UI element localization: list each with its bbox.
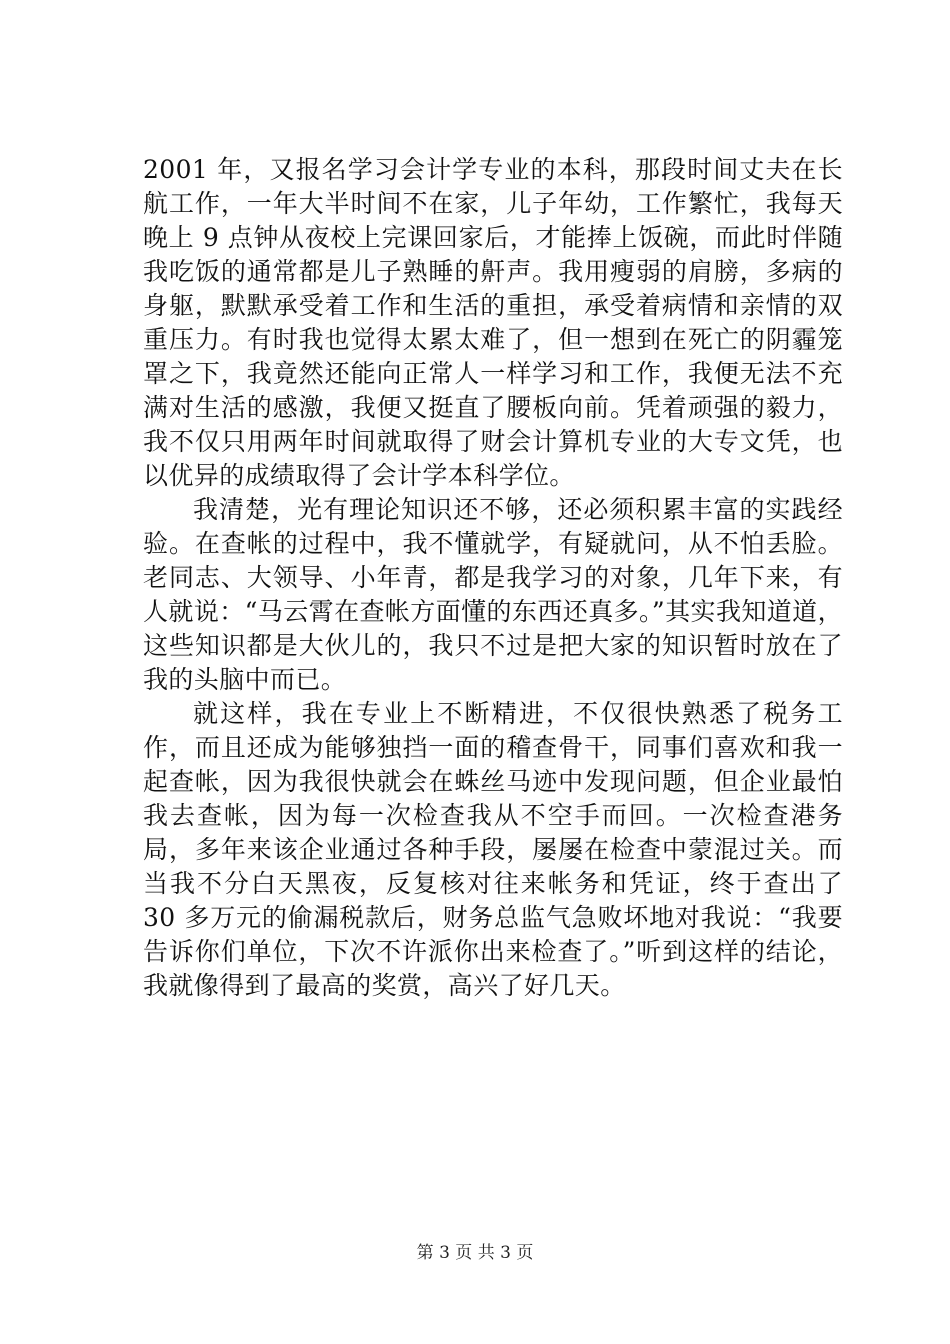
page-footer: 第 3 页 共 3 页 xyxy=(416,1243,534,1263)
document-body xyxy=(143,153,843,1003)
paragraph-audit: 就这样，我在专业上不断精进，不仅很快熟悉了税务工作，而且还成为能够独挡一面的稽查骨干，同事们喜欢和我一起查帐，因为我很快就会在蛛丝马迹中发现问题，但企业最怕我去查帐，因为每一次检查我从不空手而回。一次检查港务局，多年来该企业通过各种手段，屡屡在检查中蒙混过关。而当我不分白天黑夜，反复核对往来帐务和凭证，终于查出了 30 多万元的偷漏税款后，财务总监气急败坏地对我说：“我要告诉你们单位，下次不许派你出来检查了。”听到这样的结论，我就像得到了最高的奖赏，高兴了好几天。 xyxy=(143,699,843,1000)
paragraph-practice: 我清楚，光有理论知识还不够，还必须积累丰富的实践经验。在查帐的过程中，我不懂就学，有疑就问，从不怕丢脸。老同志、大领导、小年青，都是我学习的对象，几年下来，有人就说：“马云霄在查帐方面懂的东西还真多。”其实我知道道，这些知识都是大伙儿的，我只不过是把大家的知识暂时放在了我的头脑中而已。 xyxy=(143,495,843,694)
paragraph-continued: 2001 年，又报名学习会计学专业的本科，那段时间丈夫在长航工作，一年大半时间不在家，儿子年幼，工作繁忙，我每天晚上 9 点钟从夜校上完课回家后，才能捧上饭碗，而此时伴随我吃饭的通常都是儿子熟睡的鼾声。我用瘦弱的肩膀，多病的身躯，默默承受着工作和生活的重担，承受着病情和亲情的双重压力。有时我也觉得太累太难了，但一想到在死亡的阴霾笼罩之下，我竟然还能向正常人一样学习和工作，我便无法不充满对生活的感激，我便又挺直了腰板向前。凭着顽强的毅力，我不仅只用两年时间就取得了财会计算机专业的大专文凭，也以优异的成绩取得了会计学本科学位。 xyxy=(143,155,843,490)
